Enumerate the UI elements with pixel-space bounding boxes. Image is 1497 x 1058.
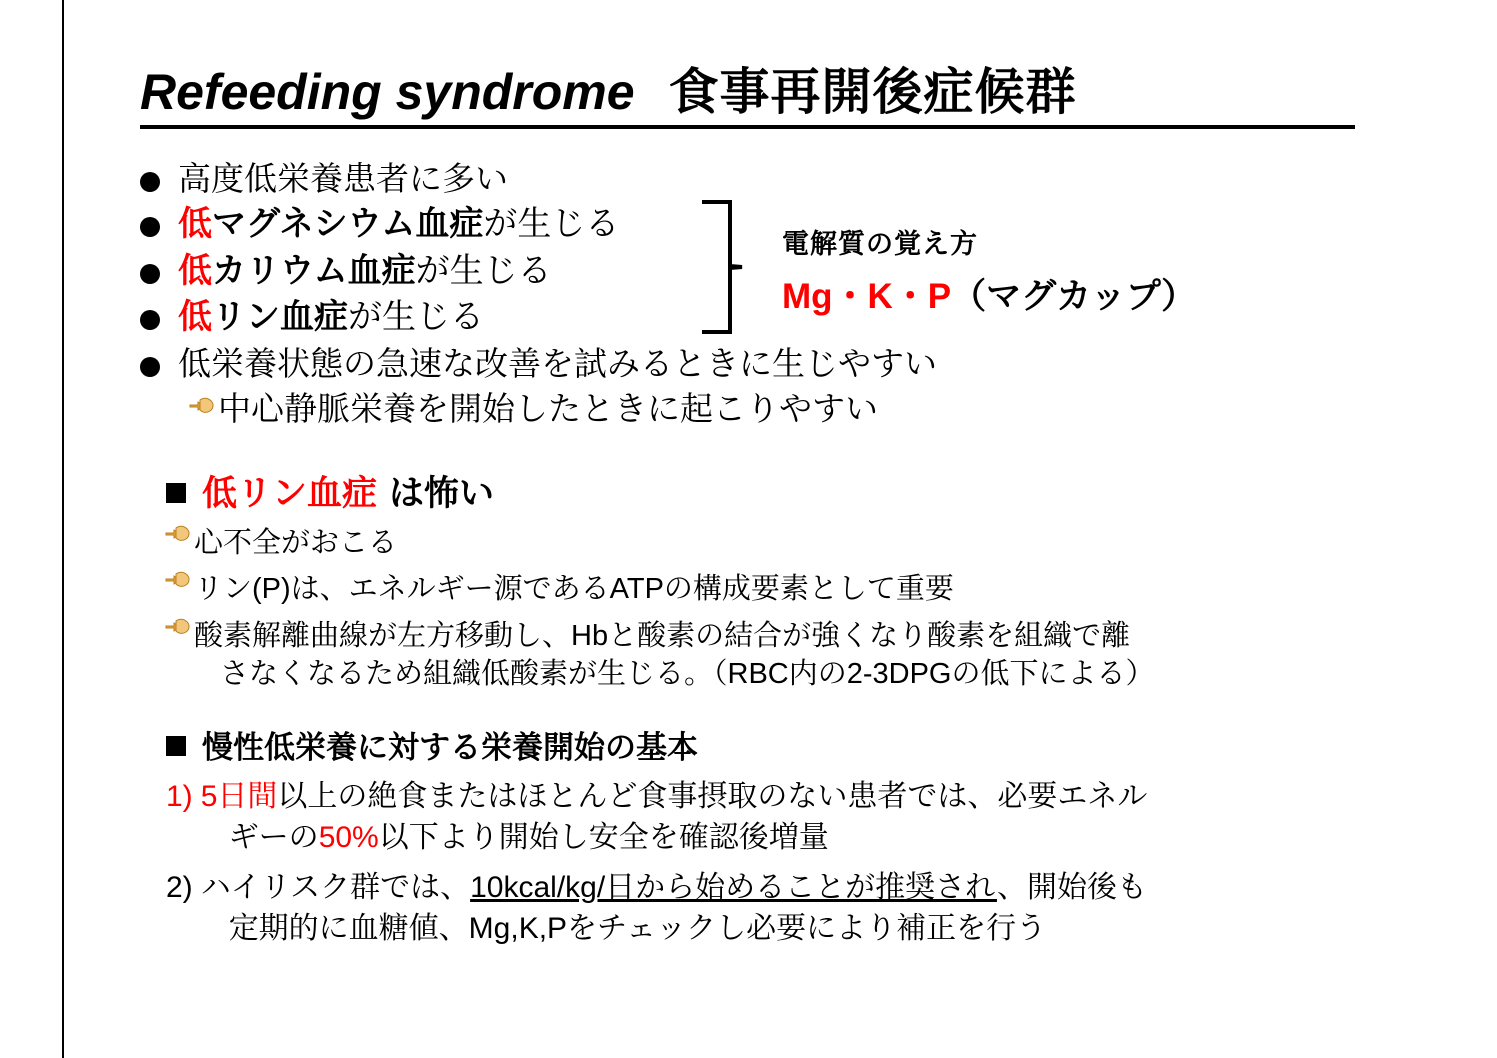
tail-text: が生じる	[415, 251, 552, 290]
item2-line2: 定期的に血糖値、Mg,K,Pをチェックし必要により補正を行う	[228, 911, 1047, 945]
numbered-item	[166, 777, 1426, 858]
sub-list-item	[188, 388, 1300, 430]
numbered-item-text	[201, 868, 1147, 949]
item-text-line2	[201, 818, 1148, 859]
bullet-dot-icon	[140, 357, 160, 377]
section-heading-rest: は怖い	[389, 474, 495, 513]
numbered-item-marker: 1)	[166, 780, 193, 813]
list-item	[140, 343, 1300, 385]
list-item-label	[178, 250, 552, 294]
list-item	[140, 158, 1300, 200]
item-text-1: 以上の絶食またはほとんど食事摂取のない患者では、必要エネル	[277, 780, 1148, 813]
item2-post: 、開始後も	[996, 871, 1147, 904]
mnemonic-elements: Mg・K・P	[782, 277, 952, 316]
section-nutrition-start	[166, 722, 1426, 949]
numbered-item-text	[201, 777, 1148, 858]
sub-list-item-label: 心不全がおこる	[194, 527, 398, 559]
left-margin-rule	[62, 0, 64, 1058]
title-underline	[140, 125, 1355, 129]
item2-underlined: 10kcal/kg/日から始めることが推奨され	[470, 871, 997, 904]
highlight-red: 低	[178, 205, 212, 244]
term-text: マグネシウム血症	[212, 205, 484, 244]
list-item-label	[178, 296, 484, 340]
tail-text: が生じる	[348, 298, 484, 337]
title-japanese: 食事再開後症候群	[668, 64, 1077, 120]
bullet-dot-icon	[140, 310, 160, 330]
term-text: リン血症	[212, 298, 348, 337]
tail-text: が生じる	[483, 205, 620, 244]
mnemonic-callout	[782, 222, 1262, 319]
section-heading	[166, 722, 1426, 767]
bullet-dot-icon	[140, 264, 160, 284]
title-block	[140, 66, 1355, 129]
sub-list-item	[164, 617, 1416, 694]
item-line2-pre: ギーの	[228, 820, 319, 854]
mnemonic-body	[782, 269, 1262, 319]
pointing-hand-icon	[164, 522, 192, 546]
sub-list-item-label: 中心静脈栄養を開始したときに起こりやすい	[218, 390, 878, 428]
sub-list-line-2: さなくなるため組織低酸素が生じる。（RBC内の2-3DPGの低下による）	[220, 657, 1155, 690]
section-heading-highlight: 低リン血症	[202, 474, 378, 513]
section-heading-label: 慢性低栄養に対する栄養開始の基本	[202, 730, 698, 765]
mnemonic-title: 電解質の覚え方	[782, 229, 978, 259]
sub-list-item	[164, 570, 1416, 608]
list-item-label: 低栄養状態の急速な改善を試みるときに生じやすい	[178, 344, 937, 382]
highlight-red: 低	[178, 251, 212, 290]
sub-list-line-1: 酸素解離曲線が左方移動し、Hbと酸素の結合が強くなり酸素を組織で離	[194, 619, 1131, 652]
sub-list-item	[164, 524, 1416, 562]
term-text: カリウム血症	[212, 251, 416, 290]
bullet-dot-icon	[140, 217, 160, 237]
square-bullet-icon	[166, 736, 186, 756]
item2-pre: ハイリスク群では、	[200, 871, 471, 904]
section-heading	[166, 466, 1416, 516]
list-item-label	[178, 203, 619, 247]
pointing-hand-icon	[164, 568, 192, 592]
sub-list-item-label	[194, 617, 1155, 694]
sub-list-item-label: リン(P)は、エネルギー源であるATPの構成要素として重要	[194, 573, 954, 606]
bullet-dot-icon	[140, 172, 160, 192]
pointing-hand-icon	[164, 615, 192, 639]
page-title	[140, 66, 1355, 119]
highlight-red: 5日間	[200, 780, 278, 813]
numbered-item-marker: 2)	[166, 871, 193, 904]
numbered-item	[166, 868, 1426, 949]
section-hypophosphatemia	[166, 466, 1416, 693]
mnemonic-phrase: （マグカップ）	[951, 277, 1197, 316]
brace-decoration	[700, 200, 744, 335]
list-item-label: 高度低栄養患者に多い	[178, 160, 508, 197]
square-bullet-icon	[166, 483, 186, 503]
item-line2-post: 以下より開始し安全を確認後増量	[378, 820, 829, 854]
title-english: Refeeding syndrome	[140, 64, 635, 120]
highlight-red: 50%	[318, 820, 379, 854]
pointing-hand-icon	[188, 394, 216, 418]
highlight-red: 低	[178, 298, 212, 337]
